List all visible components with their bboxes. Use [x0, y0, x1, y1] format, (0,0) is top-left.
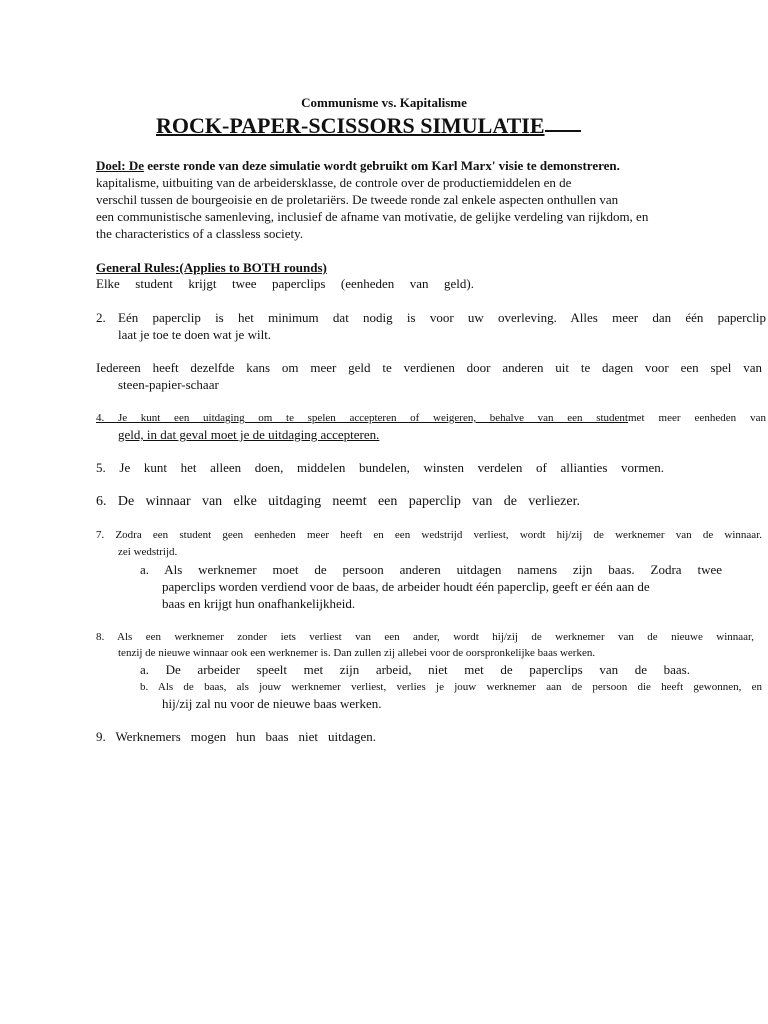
rule-8-line-1: 8. Als een werknemer zonder iets verliest van een ander, wordt hij/zij de werknemer van de nieuwe winnaar, [96, 631, 754, 643]
rule-9: 9. Werknemers mogen hun baas niet uitdagen. [96, 729, 376, 744]
rule-2-number: 2. [96, 310, 106, 325]
rule-7a-line-3: baas en krijgt hun onafhankelijkheid. [162, 596, 356, 611]
document-title [156, 113, 581, 139]
rule-1: Elke student krijgt twee paperclips (eenheden van geld). [96, 276, 474, 291]
rule-3-line-2: steen-papier-schaar [118, 377, 219, 392]
rule-2-line-2: laat je toe te doen wat je wilt. [118, 327, 272, 342]
document-subtitle: Communisme vs. Kapitalisme [301, 95, 467, 110]
rule-8-line-2: tenzij de nieuwe winnaar ook een werknemer is. Dan zullen zij allebei voor de oorspronkelijke baas werken. [118, 647, 596, 659]
rule-4-line-1 [96, 410, 766, 426]
goal-line-2: kapitalisme, uitbuiting van de arbeidersklasse, de controle over de productiemiddelen en de [96, 175, 572, 190]
rules-heading: General Rules:(Applies to BOTH rounds) [96, 260, 327, 275]
goal-line-1 [96, 158, 620, 174]
rule-7a-line-2: paperclips worden verdiend voor de baas, de arbeider houdt één paperclip, geeft er één aan de [162, 579, 650, 594]
rule-5: 5. Je kunt het alleen doen, middelen bundelen, winsten verdelen of allianties vormen. [96, 460, 664, 475]
title-underline-tail [545, 113, 581, 132]
rule-6: 6. De winnaar van elke uitdaging neemt een paperclip van de verliezer. [96, 494, 580, 509]
rule-8b-line-2: hij/zij zal nu voor de nieuwe baas werken. [162, 696, 382, 711]
goal-line-1-text: eerste ronde van deze simulatie wordt gebruikt om Karl Marx' visie te demonstreren. [144, 158, 620, 173]
rule-4-line-1b: met meer eenheden van [628, 412, 766, 424]
goal-label: Doel: De [96, 158, 145, 173]
rule-2-line-1: Eén paperclip is het minimum dat nodig is voor uw overleving. Alles meer dan één paperclip [118, 310, 766, 325]
rule-4-line-1a: 4. Je kunt een uitdaging om te spelen accepteren of weigeren, behalve van een student [96, 412, 628, 424]
rule-7-line-2: zei wedstrijd. [118, 546, 178, 558]
goal-line-5: the characteristics of a classless society. [96, 226, 304, 241]
goal-line-4: een communistische samenleving, inclusief de afname van motivatie, de gelijke verdeling van rijkdom, en [96, 209, 649, 224]
goal-line-3: verschil tussen de bourgeoisie en de proletariërs. De tweede ronde zal enkele aspecten onthullen van [96, 192, 619, 207]
rule-7a-line-1: a. Als werknemer moet de persoon anderen uitdagen namens zijn baas. Zodra twee [140, 562, 722, 577]
rule-7-line-1: 7. Zodra een student geen eenheden meer heeft en een wedstrijd verliest, wordt hij/zij de werknemer van de winnaar. [96, 529, 762, 541]
rule-8b-line-1: b. Als de baas, als jouw werknemer verliest, verlies je jouw werknemer aan de persoon die heeft gewonnen, en [140, 681, 762, 693]
document-title-text: ROCK-PAPER-SCISSORS SIMULATIE [156, 113, 545, 138]
rule-8a: a. De arbeider speelt met zijn arbeid, niet met de paperclips van de baas. [140, 662, 690, 677]
rule-3-line-1: Iedereen heeft dezelfde kans om meer geld te verdienen door anderen uit te dagen voor een spel van [96, 360, 762, 375]
rule-4-line-2: geld, in dat geval moet je de uitdaging accepteren. [118, 427, 380, 442]
